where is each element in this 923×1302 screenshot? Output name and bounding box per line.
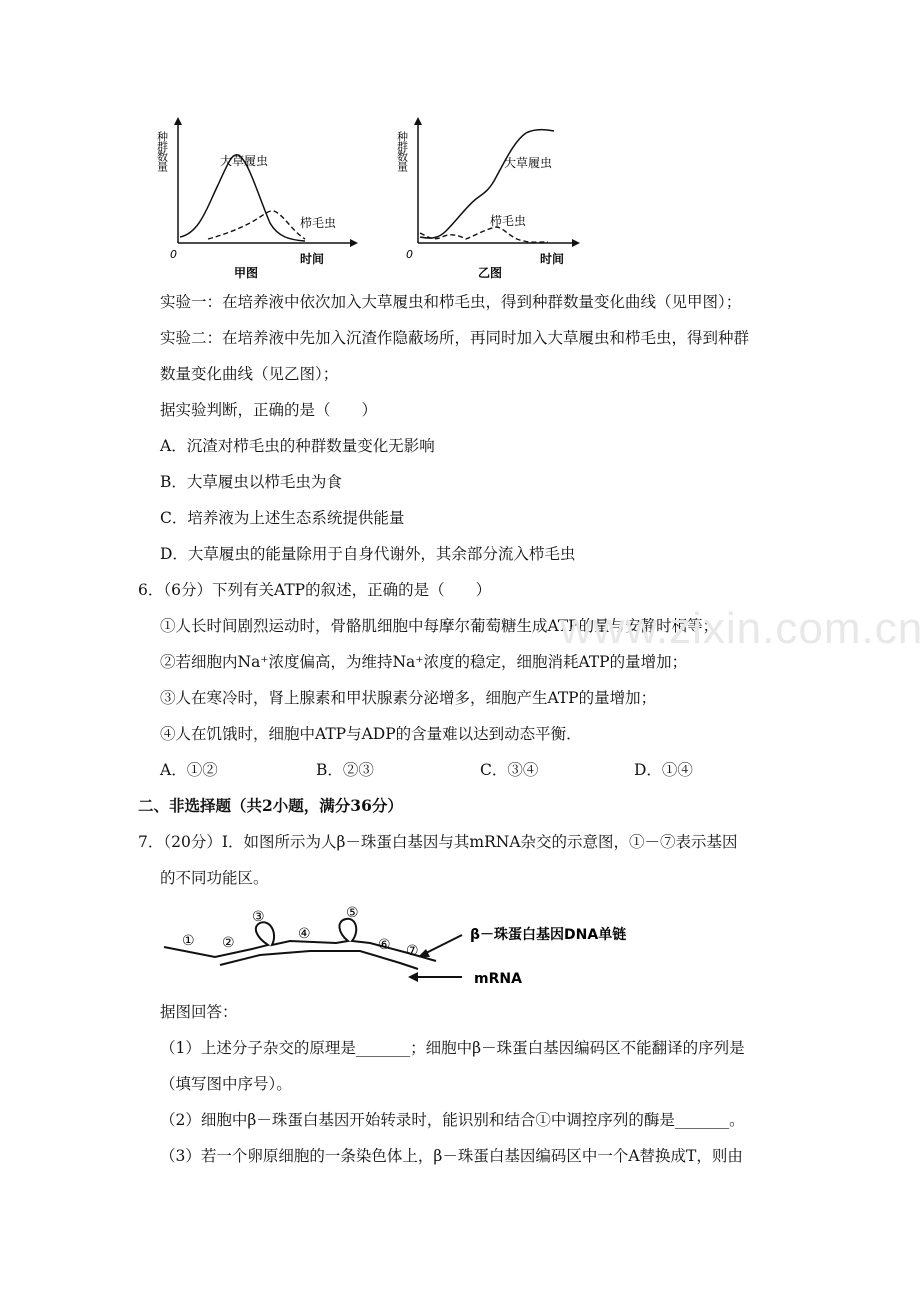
mrna-label: mRNA [474, 971, 522, 987]
hybridization-diagram [160, 905, 720, 995]
region-label-7: ⑦ [406, 943, 419, 959]
figure-jia [155, 115, 360, 285]
q7-sub-2: （2）细胞中β－珠蛋白基因开始转录时，能识别和结合①中调控序列的酶是_______。 [160, 1111, 745, 1129]
q7-sub-1-line-2: （填写图中序号）。 [160, 1075, 292, 1093]
q6-option-d: D．①④ [634, 761, 693, 779]
q7-sub-3: （3）若一个卵原细胞的一条染色体上，β－珠蛋白基因编码区中一个A替换成T，则由 [160, 1147, 743, 1165]
jia-x-axis-label: 时间 [300, 252, 325, 266]
jia-caption: 甲图 [234, 266, 259, 280]
region-label-6: ⑥ [378, 937, 391, 953]
q5-option-d: D．大草履虫的能量除用于自身代谢外，其余部分流入栉毛虫 [160, 545, 576, 563]
mrna-strand [220, 951, 418, 969]
q6-item-4: ④人在饥饿时，细胞中ATP与ADP的含量难以达到动态平衡． [160, 725, 582, 743]
q5-option-b: B．大草履虫以栉毛虫为食 [160, 473, 342, 491]
dna-strand-label: β－珠蛋白基因DNA单链 [470, 927, 627, 943]
q5-option-c: C．培养液为上述生态系统提供能量 [160, 509, 405, 527]
yi-dashed-curve [420, 227, 548, 242]
yi-y-axis-label: 种群数量 [395, 131, 409, 171]
jia-origin-label: 0 [170, 248, 177, 261]
q7-answer-prompt: 据图回答： [160, 1003, 238, 1021]
yi-x-axis-label: 时间 [540, 252, 565, 266]
q6-item-3: ③人在寒冷时，肾上腺素和甲状腺素分泌增多，细胞产生ATP的量增加； [160, 689, 657, 707]
q5-experiment-2-line1: 实验二：在培养液中先加入沉渣作隐蔽场所，再同时加入大草履虫和栉毛虫，得到种群 [160, 329, 750, 347]
q7-line-2: 的不同功能区。 [160, 869, 269, 887]
q5-experiment-1: 实验一：在培养液中依次加入大草履虫和栉毛虫，得到种群数量变化曲线（见甲图）； [160, 293, 742, 311]
jia-dashed-curve-label: 栉毛虫 [300, 216, 337, 230]
region-label-5: ⑤ [346, 905, 359, 921]
q6-option-a: A．①② [160, 761, 218, 779]
region-label-1: ① [182, 933, 195, 949]
watermark: www.zixin.com.cn [560, 604, 923, 653]
jia-solid-curve-label: 大草履虫 [220, 154, 269, 168]
yi-caption: 乙图 [478, 266, 503, 280]
q6-item-2: ②若细胞内Na⁺浓度偏高，为维持Na⁺浓度的稳定，细胞消耗ATP的量增加； [160, 653, 688, 671]
q5-experiment-2-line2: 数量变化曲线（见乙图）； [160, 365, 339, 383]
q6-item-1: ①人长时间剧烈运动时，骨骼肌细胞中每摩尔葡萄糖生成ATP的量与安静时相等； [160, 617, 719, 635]
region-label-2: ② [222, 935, 235, 951]
region-label-3: ③ [252, 909, 265, 925]
region-label-4: ④ [298, 926, 311, 942]
q7-line-1: 7．（20分）Ⅰ．如图所示为人β－珠蛋白基因与其mRNA杂交的示意图，①－⑦表示基因 [138, 833, 738, 851]
q6-option-b: B．②③ [316, 761, 374, 779]
q5-stem: 据实验判断，正确的是（ ） [160, 401, 378, 419]
figure-yi [395, 115, 600, 285]
q6-option-c: C．③④ [480, 761, 539, 779]
q6-stem: 6．（6分）下列有关ATP的叙述，正确的是（ ） [138, 581, 492, 599]
yi-solid-curve-label: 大草履虫 [504, 156, 553, 170]
q7-sub-1-line-1: （1）上述分子杂交的原理是_______；细胞中β－珠蛋白基因编码区不能翻译的序列是 [160, 1039, 745, 1057]
yi-origin-label: 0 [406, 248, 413, 261]
yi-solid-curve [420, 130, 554, 238]
jia-y-axis-label: 种群数量 [155, 131, 169, 171]
section-2-heading: 二、非选择题（共2小题，满分36分） [138, 796, 403, 815]
jia-dashed-curve [208, 211, 305, 239]
q5-option-a: A．沉渣对栉毛虫的种群数量变化无影响 [160, 437, 435, 455]
yi-dashed-curve-label: 栉毛虫 [490, 214, 527, 228]
